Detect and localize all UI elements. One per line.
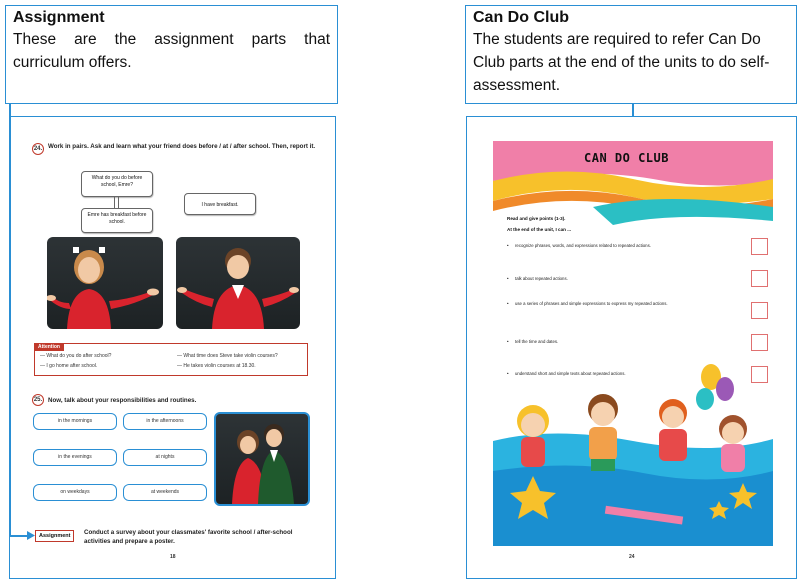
bullet: •: [507, 371, 509, 376]
exercise-25-number: 25.: [32, 394, 44, 406]
score-box-3[interactable]: [751, 302, 768, 319]
boy-photo: [176, 237, 300, 329]
option-in-the-mornings: in the mornings: [33, 413, 117, 430]
assignment-callout-title: Assignment: [13, 9, 105, 26]
attention-line-3: — What time does Steve take violin courses?: [177, 353, 278, 359]
textbook-page-can-do-club: [466, 116, 797, 579]
score-box-5[interactable]: [751, 366, 768, 383]
bullet: •: [507, 339, 509, 344]
can-do-club-callout-body: The students are required to refer Can Do Club parts at the end of the units to do self-assessment.: [473, 31, 770, 94]
can-do-item-5: understand short and simple texts about repeated actions.: [515, 371, 626, 376]
attention-line-2: — I go home after school.: [40, 363, 98, 369]
assignment-callout-body: These are the assignment parts that curriculum offers.: [13, 31, 330, 71]
speech-bubble-report: Emre has breakfast before school.: [81, 208, 153, 233]
can-do-item-3: use a series of phrases and simple expressions to express my repeated actions.: [515, 301, 668, 306]
page-number-right: 24: [629, 554, 635, 560]
exercise-24-instruction: Work in pairs. Ask and learn what your friend does before / at / after school. Then, report it.: [48, 143, 316, 150]
speech-bubble-question: What do you do before school, Emre?: [81, 171, 153, 197]
option-on-weekdays: on weekdays: [33, 484, 117, 501]
can-do-club-title: CAN DO CLUB: [584, 151, 669, 165]
can-do-club-intro-1: Read and give points (1-3).: [507, 216, 566, 221]
attention-box: [34, 343, 308, 376]
option-in-the-afternoons: in the afternoons: [123, 413, 207, 430]
can-do-club-intro-2: At the end of the unit, I can ...: [507, 227, 572, 232]
arrow-right-icon: [27, 531, 35, 540]
score-box-2[interactable]: [751, 270, 768, 287]
assignment-callout: [5, 5, 338, 104]
option-in-the-evenings: in the evenings: [33, 449, 117, 466]
score-box-1[interactable]: [751, 238, 768, 255]
assignment-connector-line: [9, 104, 11, 536]
speech-bubble-answer: I have breakfast.: [184, 193, 256, 215]
students-photo: [214, 412, 310, 506]
attention-label: Attention: [34, 343, 64, 351]
assignment-text: Conduct a survey about your classmates' favorite school / after-school activities and prepare a poster.: [84, 529, 293, 545]
assignment-tag: Assignment: [35, 530, 74, 542]
can-do-item-4: tell the time and dates.: [515, 339, 559, 344]
option-at-weekends: at weekends: [123, 484, 207, 501]
can-do-item-2: talk about repeated actions.: [515, 276, 568, 281]
exercise-25-instruction: Now, talk about your responsibilities and routines.: [48, 397, 197, 404]
girl-photo: [47, 237, 163, 329]
exercise-24-number: 24.: [32, 143, 44, 155]
attention-line-4: — He takes violin courses at 18.30.: [177, 363, 256, 369]
bullet: •: [507, 243, 509, 248]
page-number-left: 18: [170, 554, 176, 560]
bullet: •: [507, 301, 509, 306]
can-do-club-callout: [465, 5, 797, 104]
score-box-4[interactable]: [751, 334, 768, 351]
can-do-club-callout-title: Can Do Club: [473, 9, 569, 26]
textbook-page-assignment: [9, 116, 336, 579]
option-at-nights: at nights: [123, 449, 207, 466]
can-do-item-1: recognize phrases, words, and expressions related to repeated actions.: [515, 243, 651, 248]
attention-line-1: — What do you do after school?: [40, 353, 112, 359]
bullet: •: [507, 276, 509, 281]
